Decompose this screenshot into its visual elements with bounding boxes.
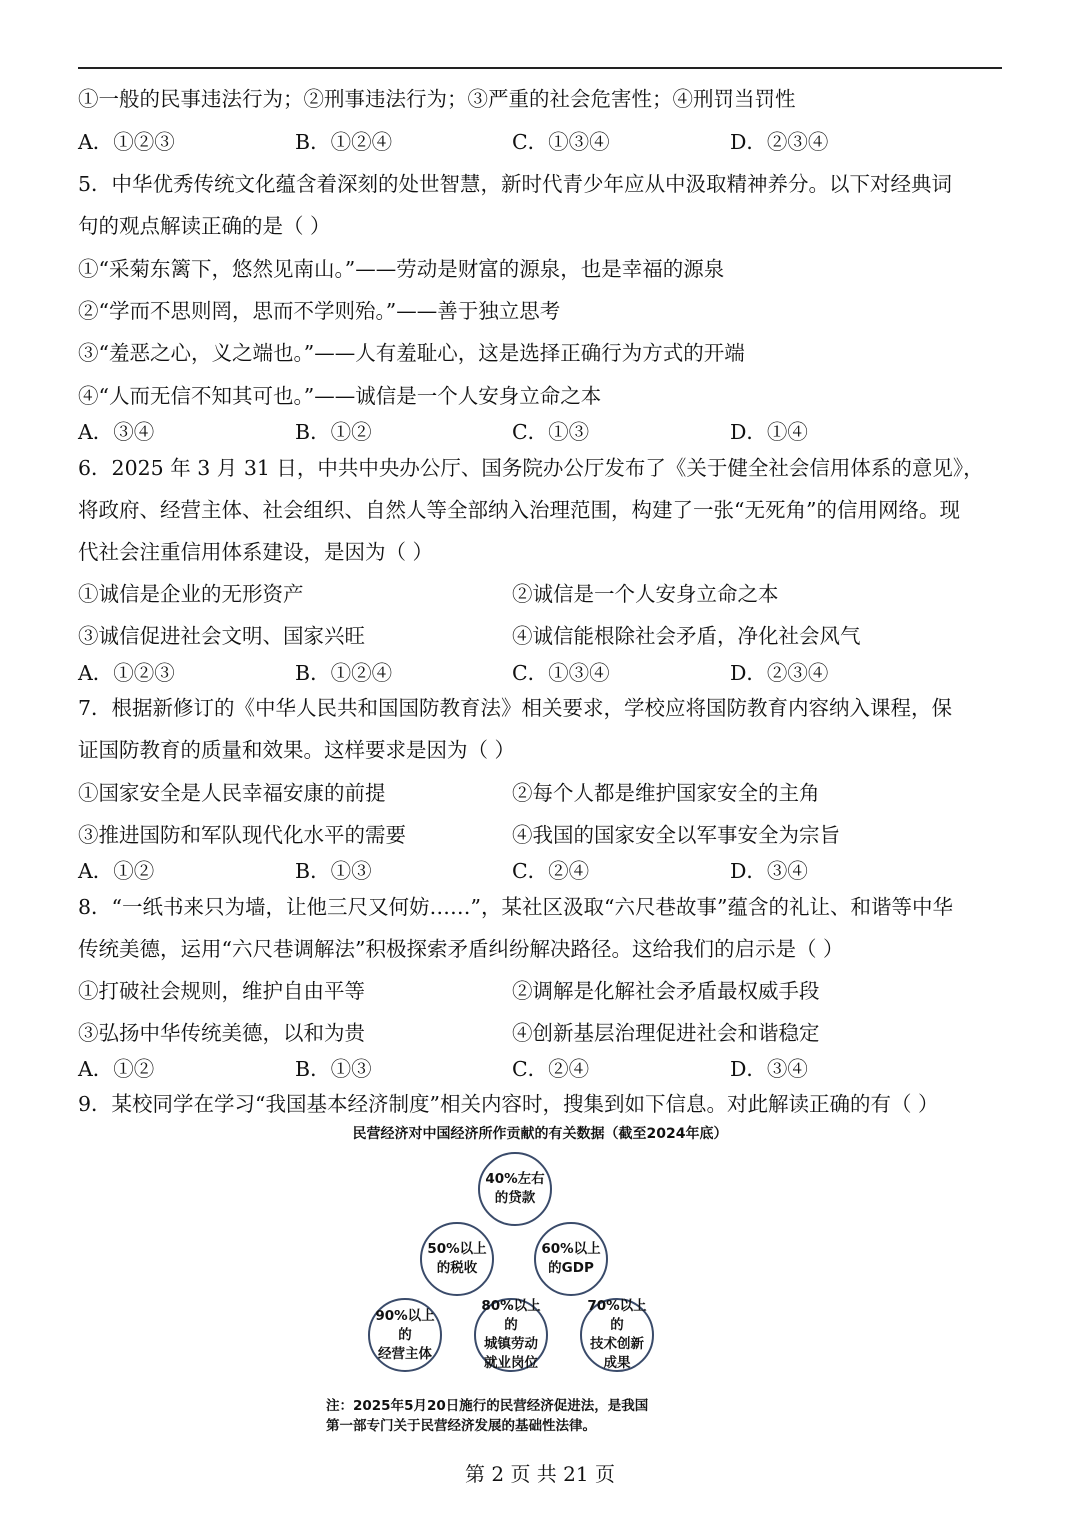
q8-stem-line1: 8．“一纸书来只为墙，让他三尺又何妨……”，某社区汲取“六尺巷故事”蕴含的礼让、和谐等中华 [78,895,953,919]
bubble-line: 成果 [603,1355,631,1371]
bubble-line: 城镇劳动 [484,1336,538,1352]
q6-statement-3: ③诚信促进社会文明、国家兴旺 [78,624,365,648]
q8-statement-1: ①打破社会规则，维护自由平等 [78,979,365,1003]
bubble-line: 的贷款 [494,1190,536,1206]
bubble-business-entities [368,1298,442,1372]
bubble-loans [478,1152,552,1226]
q4-option-a[interactable]: A．①②③ [78,130,175,154]
q5-option-a[interactable]: A．③④ [78,420,155,444]
figure-note-line1: 注：2025年5月20日施行的民营经济促进法，是我国 [326,1398,649,1414]
q6-option-a[interactable]: A．①②③ [78,661,175,685]
q4-option-c[interactable]: C．①③④ [512,130,610,154]
bubble-line: 就业岗位 [484,1355,538,1371]
q6-option-c[interactable]: C．①③④ [512,661,610,685]
q5-statement-1: ①“采菊东篱下，悠然见南山。”——劳动是财富的源泉，也是幸福的源泉 [78,257,725,281]
q7-statement-2: ②每个人都是维护国家安全的主角 [512,781,820,805]
bubble-line: 40%左右 [485,1171,545,1187]
bubble-gdp [534,1222,608,1296]
q4-option-d[interactable]: D．②③④ [730,130,829,154]
q7-stem-line2: 证国防教育的质量和效果。这样要求是因为（ ） [78,738,516,762]
q6-statement-4: ④诚信能根除社会矛盾，净化社会风气 [512,624,861,648]
page-footer: 第 2 页 共 21 页 [465,1462,615,1486]
q7-option-b[interactable]: B．①③ [295,859,372,883]
figure-title: 民营经济对中国经济所作贡献的有关数据（截至2024年底） [352,1126,728,1142]
q7-statement-1: ①国家安全是人民幸福安康的前提 [78,781,386,805]
bubble-tech-innovation [580,1298,654,1372]
q7-option-d[interactable]: D．③④ [730,859,808,883]
bubble-urban-jobs [474,1298,548,1372]
q5-statement-3: ③“羞恶之心，义之端也。”——人有羞耻心，这是选择正确行为方式的开端 [78,341,745,365]
bubble-line: 90%以上的 [375,1307,435,1343]
q6-stem-line2: 将政府、经营主体、社会组织、自然人等全部纳入治理范围，构建了一张“无死角”的信用网络。现 [78,498,960,522]
q8-stem-line2: 传统美德，运用“六尺巷调解法”积极探索矛盾纠纷解决路径。这给我们的启示是（ ） [78,937,844,961]
q5-statement-4: ④“人而无信不知其可也。”——诚信是一个人安身立命之本 [78,384,602,408]
q8-statement-4: ④创新基层治理促进社会和谐稳定 [512,1021,820,1045]
bubble-line: 50%以上 [427,1241,487,1257]
q9-stem: 9．某校同学在学习“我国基本经济制度”相关内容时，搜集到如下信息。对此解读正确的有（ ） [78,1092,939,1116]
bubble-line: 60%以上 [541,1241,601,1257]
figure-note-line2: 第一部专门关于民营经济发展的基础性法律。 [326,1418,596,1434]
q6-option-d[interactable]: D．②③④ [730,661,829,685]
q5-statement-2: ②“学而不思则罔，思而不学则殆。”——善于独立思考 [78,299,561,323]
q8-option-c[interactable]: C．②④ [512,1057,590,1081]
header-rule [78,67,1002,69]
q8-option-b[interactable]: B．①③ [295,1057,372,1081]
bubble-line: 70%以上的 [587,1298,647,1333]
q4-option-b[interactable]: B．①②④ [295,130,393,154]
q5-option-d[interactable]: D．①④ [730,420,808,444]
q6-option-b[interactable]: B．①②④ [295,661,393,685]
q6-stem-line1: 6．2025 年 3 月 31 日，中共中央办公厅、国务院办公厅发布了《关于健全社会信用体系的意见》， [78,456,984,480]
q8-option-d[interactable]: D．③④ [730,1057,808,1081]
q7-stem-line1: 7．根据新修订的《中华人民共和国国防教育法》相关要求，学校应将国防教育内容纳入课程，保 [78,696,953,720]
q7-option-c[interactable]: C．②④ [512,859,590,883]
q4-statements: ①一般的民事违法行为；②刑事违法行为；③严重的社会危害性；④刑罚当罚性 [78,87,796,111]
bubble-line: 80%以上的 [481,1298,541,1333]
q8-statement-2: ②调解是化解社会矛盾最权威手段 [512,979,820,1003]
q5-stem-line2: 句的观点解读正确的是（ ） [78,214,331,238]
q6-statement-2: ②诚信是一个人安身立命之本 [512,582,779,606]
q8-option-a[interactable]: A．①② [78,1057,155,1081]
q6-stem-line3: 代社会注重信用体系建设，是因为（ ） [78,540,434,564]
q5-option-b[interactable]: B．①② [295,420,372,444]
bubble-line: 的GDP [548,1260,594,1276]
bubble-line: 经营主体 [378,1345,432,1362]
q8-statement-3: ③弘扬中华传统美德，以和为贵 [78,1021,365,1045]
bubble-line: 的税收 [436,1260,478,1276]
q7-option-a[interactable]: A．①② [78,859,155,883]
q7-statement-3: ③推进国防和军队现代化水平的需要 [78,823,406,847]
q7-statement-4: ④我国的国家安全以军事安全为宗旨 [512,823,840,847]
q6-statement-1: ①诚信是企业的无形资产 [78,582,304,606]
q5-stem-line1: 5．中华优秀传统文化蕴含着深刻的处世智慧，新时代青少年应从中汲取精神养分。以下对经典词 [78,172,953,196]
q5-option-c[interactable]: C．①③ [512,420,590,444]
bubble-tax [420,1222,494,1296]
bubble-line: 技术创新 [590,1336,644,1352]
